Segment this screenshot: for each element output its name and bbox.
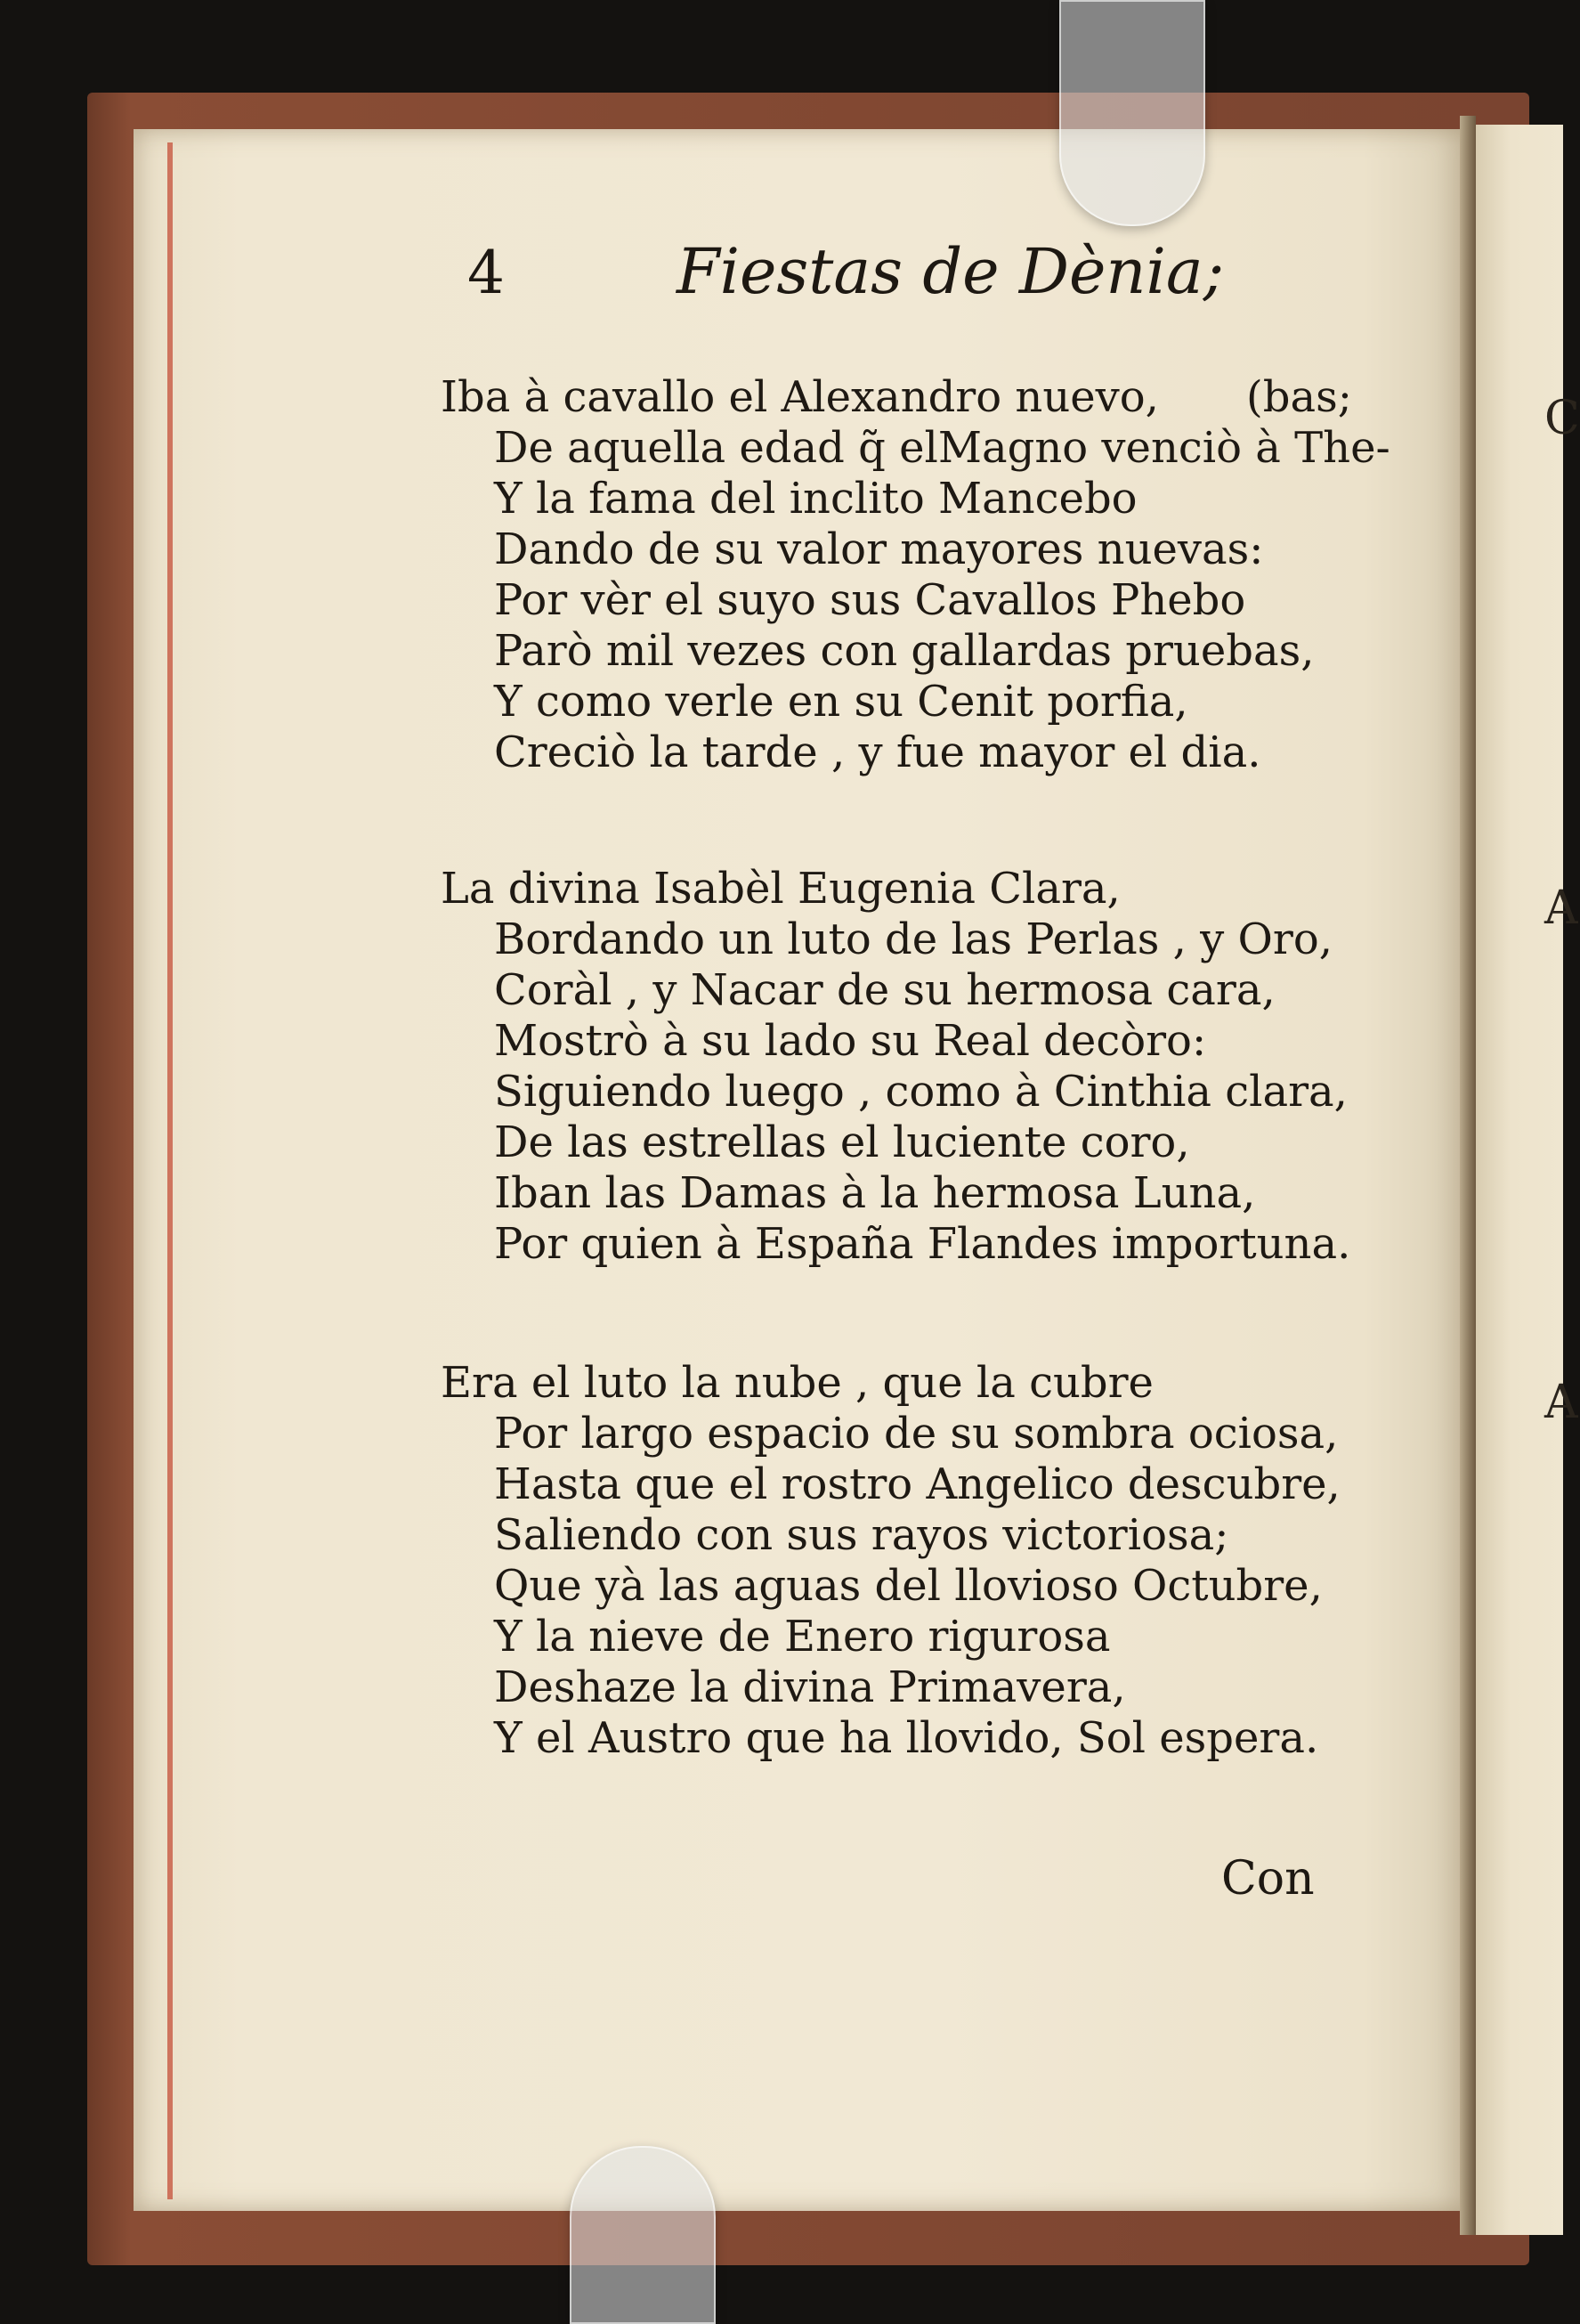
verse-line: Iban las Damas à la hermosa Luna,: [494, 1168, 1256, 1218]
verse-line: Dando de su valor mayores nuevas:: [494, 524, 1264, 574]
verse-line: De las estrellas el luciente coro,: [494, 1117, 1190, 1167]
verse-line: Saliendo con sus rayos victoriosa;: [494, 1510, 1229, 1560]
verse-turnover: (bas;: [1246, 372, 1352, 422]
verse-line: Parò mil vezes con gallardas pruebas,: [494, 626, 1315, 676]
facing-page-letter: A: [1544, 1376, 1578, 1429]
facing-page-letter: C: [1544, 392, 1580, 445]
verse-line: Era el luto la nube , que la cubre: [441, 1358, 1154, 1408]
page-clip-top: [1059, 0, 1205, 226]
verse-line: Deshaze la divina Primavera,: [494, 1662, 1126, 1712]
verse-line: Iba à cavallo el Alexandro nuevo,: [441, 372, 1159, 422]
verse-line: Y la nieve de Enero rigurosa: [494, 1612, 1111, 1662]
verse-line: Siguiendo luego , como à Cinthia clara,: [494, 1067, 1348, 1117]
page-number: 4: [467, 239, 505, 307]
facing-page-letter: A: [1544, 882, 1578, 935]
stanza-1: [441, 372, 1390, 778]
verse-line: Hasta que el rostro Angelico descubre,: [494, 1459, 1341, 1509]
verse-line: Y como verle en su Cenit porfia,: [494, 677, 1188, 727]
verse-line: Creciò la tarde , y fue mayor el dia.: [494, 727, 1261, 777]
verse-line: Mostrò à su lado su Real decòro:: [494, 1016, 1207, 1066]
stanza-2: [441, 864, 1384, 1270]
verse-line: Y el Austro que ha llovido, Sol espera.: [494, 1713, 1319, 1763]
verse-line: Bordando un luto de las Perlas , y Oro,: [494, 914, 1333, 964]
verse-line: Por quien à España Flandes importuna.: [494, 1219, 1351, 1269]
page-clip-bottom: [570, 2146, 716, 2324]
book-gutter: [1460, 116, 1476, 2235]
verse-line: Por vèr el suyo sus Cavallos Phebo: [494, 575, 1246, 625]
running-title: Fiestas de Dènia;: [677, 235, 1225, 308]
red-page-edge: [167, 142, 173, 2199]
verse-line: Y la fama del inclito Mancebo: [494, 474, 1138, 524]
verse-line: Coràl , y Nacar de su hermosa cara,: [494, 965, 1276, 1015]
catchword: Con: [1221, 1852, 1315, 1906]
verse-line: De aquella edad q̃ elMagno venciò à The-: [494, 423, 1390, 473]
verse-line: La divina Isabèl Eugenia Clara,: [441, 864, 1121, 914]
verse-line: Por largo espacio de su sombra ociosa,: [494, 1409, 1339, 1459]
stanza-3: [441, 1358, 1384, 1764]
verse-line: Que yà las aguas del llovioso Octubre,: [494, 1561, 1323, 1611]
